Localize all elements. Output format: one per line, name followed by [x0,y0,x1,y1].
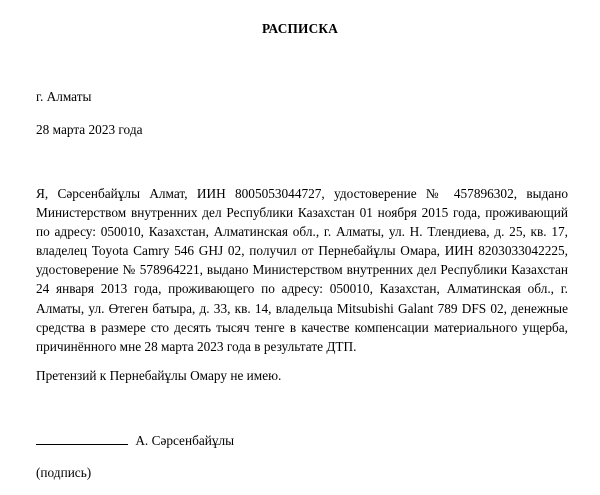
signature-name: А. Сәрсенбайұлы [135,433,235,448]
signature-underline [36,432,128,445]
no-claims-statement: Претензий к Пернебайұлы Омару не имею. [36,368,282,383]
signature-caption: (подпись) [36,465,92,480]
city-line: г. Алматы [36,89,92,104]
date-line: 28 марта 2023 года [36,122,143,137]
receipt-body-paragraph: Я, Сәрсенбайұлы Алмат, ИИН 8005053044727, удостоверение № 457896302, выдано Министерством внутренних дел Республики Казахстан 01 ноября 2015 года, проживающий по адресу: 050010, Казахстан, Алматинская обл., г. Алматы, ул. Н. Тлендиева, д. 25, кв. 17, владелец Toyota Camry 546 GHJ 02, получил от Пернебайұлы Омара, ИИН 8203033042225, удостоверение № 578964221, выдано Министерством внутренних дел Республики Казахстан 24 января 2013 года, проживающего по адресу: 050010, Казахстан, Алматинская обл., г. Алматы, ул. Өтеген батыра, д. 33, кв. 14, владельца Mitsubishi Galant 789 DFS 02, денежные средства в размере сто десять тысяч тенге в качестве компенсации материального ущерба, причинённого мне 28 марта 2023 года в результате ДТП. [36,186,568,354]
signature-row [36,432,234,449]
document-title: РАСПИСКА [261,21,339,36]
